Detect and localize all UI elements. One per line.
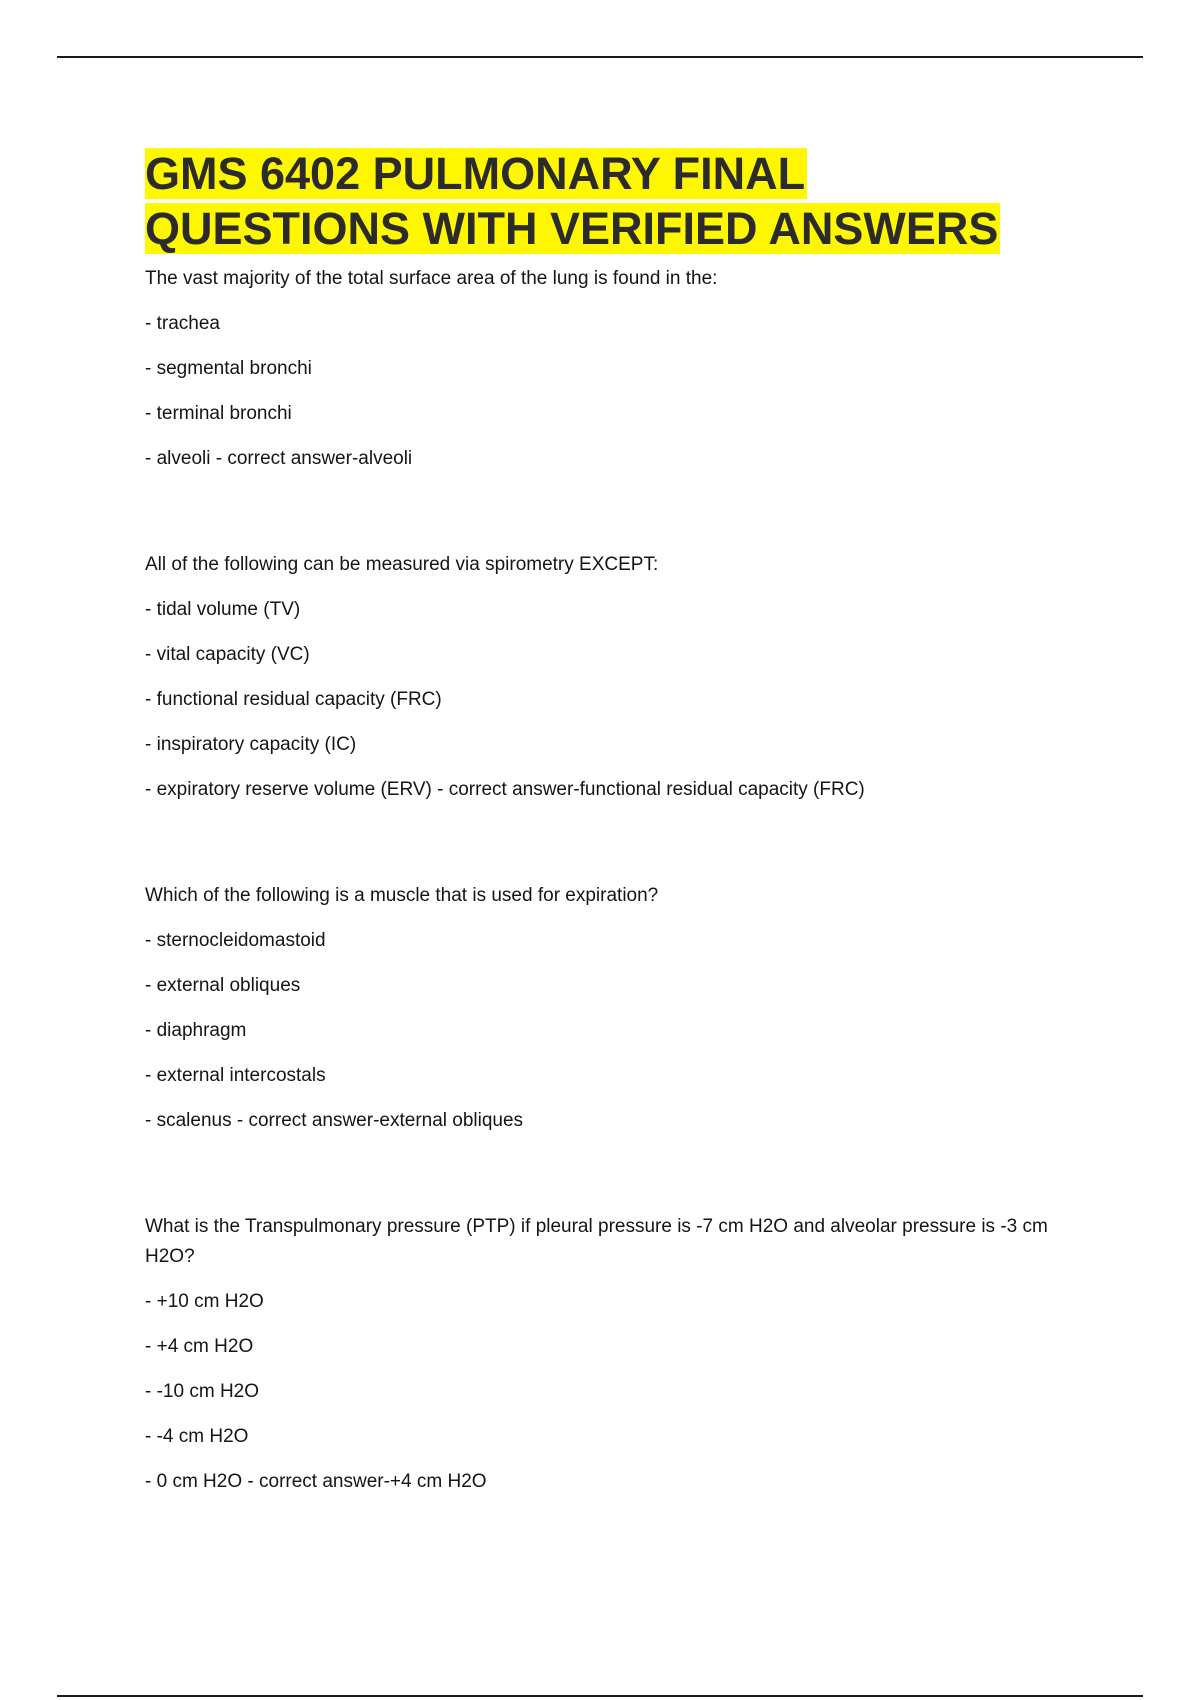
answer-option: - +4 cm H2O: [145, 1336, 254, 1357]
answer-option: - expiratory reserve volume (ERV) - correct answer-functional residual capacity (FRC): [145, 779, 865, 800]
answer-option: - scalenus - correct answer-external obliques: [145, 1110, 524, 1131]
document-body: [145, 146, 1065, 1512]
bottom-rule: [57, 1695, 1143, 1697]
answer-option: - -10 cm H2O: [145, 1381, 260, 1402]
question-text: The vast majority of the total surface area of the lung is found in the:: [145, 268, 718, 289]
answer-option: - external intercostals: [145, 1065, 326, 1086]
document-title: [145, 146, 1065, 256]
answer-option: - external obliques: [145, 975, 301, 996]
answer-option: - vital capacity (VC): [145, 644, 310, 665]
question-4: [145, 1212, 1065, 1497]
answer-option: - segmental bronchi: [145, 358, 312, 379]
question-3: [145, 881, 1065, 1136]
question-text: What is the Transpulmonary pressure (PTP) if pleural pressure is -7 cm H2O and alveolar pressure is -3 cm H2O?: [145, 1216, 1048, 1267]
answer-option: - trachea: [145, 313, 220, 334]
answer-option: - diaphragm: [145, 1020, 247, 1041]
answer-option: - alveoli - correct answer-alveoli: [145, 448, 413, 469]
question-2: [145, 550, 1065, 805]
answer-option: - +10 cm H2O: [145, 1291, 264, 1312]
title-highlight: GMS 6402 PULMONARY FINAL QUESTIONS WITH VERIFIED ANSWERS: [145, 148, 999, 254]
answer-option: - -4 cm H2O: [145, 1426, 249, 1447]
answer-option: - inspiratory capacity (IC): [145, 734, 357, 755]
answer-option: - 0 cm H2O - correct answer-+4 cm H2O: [145, 1471, 487, 1492]
top-rule: [57, 56, 1143, 58]
question-text: Which of the following is a muscle that is used for expiration?: [145, 885, 659, 906]
answer-option: - terminal bronchi: [145, 403, 292, 424]
answer-option: - sternocleidomastoid: [145, 930, 326, 951]
answer-option: - functional residual capacity (FRC): [145, 689, 442, 710]
answer-option: - tidal volume (TV): [145, 599, 301, 620]
question-1: [145, 264, 1065, 474]
question-text: All of the following can be measured via spirometry EXCEPT:: [145, 554, 659, 575]
